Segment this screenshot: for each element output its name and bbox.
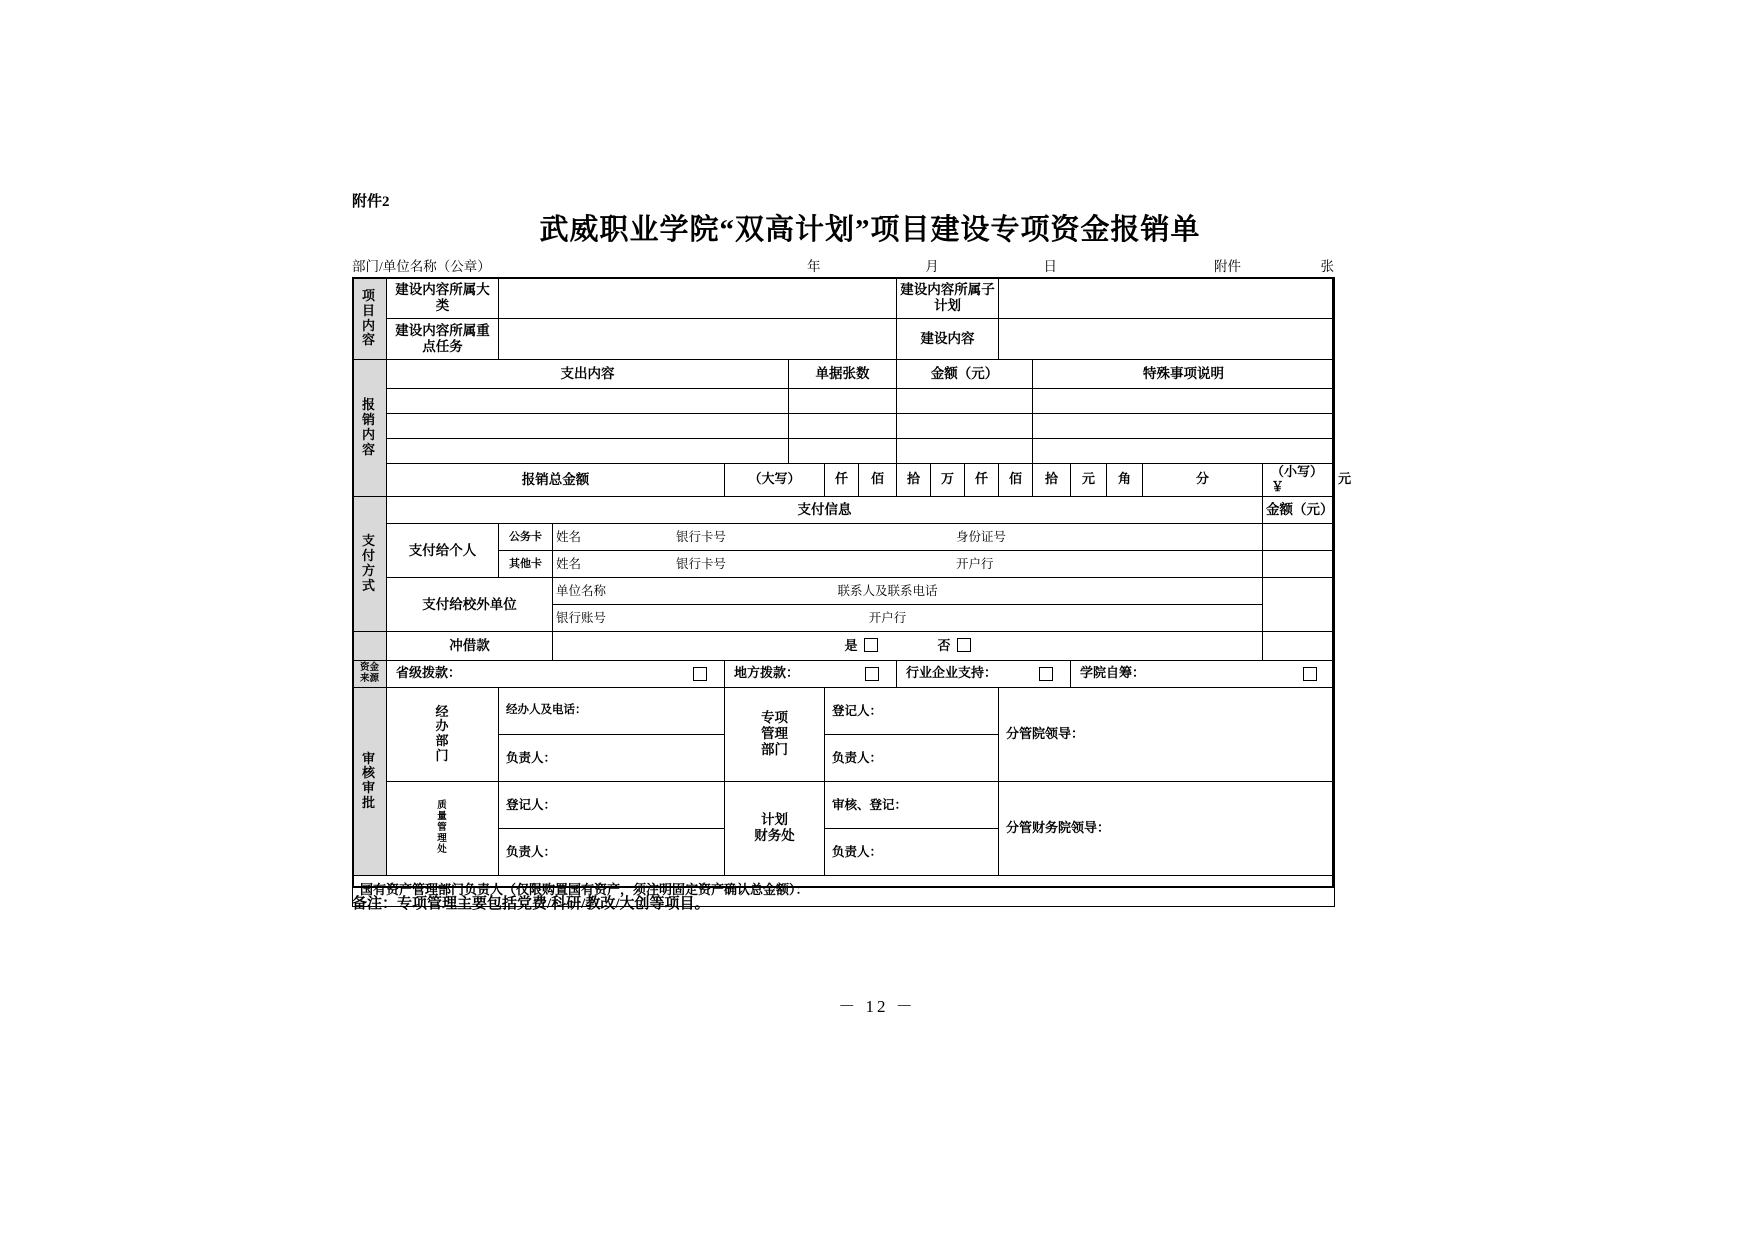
label-dept-head: 负责人： [506, 844, 557, 859]
label-handling-dept: 经 办 部 门 [387, 687, 499, 781]
label-other-card: 其他卡 [499, 550, 553, 577]
section-label-approval: 审 核 审 批 [353, 687, 387, 875]
label-bank-card-number: 银行卡号 [676, 529, 727, 544]
row-other-card-fields[interactable] [553, 550, 1263, 577]
section-label-project-content: 项 目 内 容 [353, 278, 387, 360]
table-row [353, 389, 1335, 414]
label-finance-dept: 计划 财务处 [725, 781, 825, 875]
unit-fen: 分 [1143, 464, 1263, 497]
label-official-card: 公务卡 [499, 523, 553, 550]
cell-special-remark[interactable] [1033, 414, 1335, 439]
offset-loan-yes[interactable]: 是 [844, 638, 877, 654]
column-header-special-remark: 特殊事项说明 [1033, 360, 1335, 389]
spacer-cell [353, 631, 387, 660]
cell-expense-content[interactable] [387, 414, 789, 439]
cell-expense-content[interactable] [387, 439, 789, 464]
table-row [353, 577, 1335, 604]
value-build-subplan[interactable] [999, 278, 1335, 319]
unit-jiao: 角 [1107, 464, 1143, 497]
label-handler-phone: 经办人及电话： [506, 703, 587, 716]
label-branch-leader: 分管院领导： [1006, 725, 1085, 741]
label-offset-loan: 冲借款 [387, 631, 553, 660]
field-handler-and-phone[interactable] [499, 687, 725, 734]
cell-amount[interactable] [897, 439, 1033, 464]
department-name-label: 部门/单位名称（公章） [352, 259, 491, 274]
checkbox-offset-loan-no[interactable] [957, 638, 971, 652]
table-row [353, 414, 1335, 439]
label-quality-mgmt-dept: 质 量 管 理 处 [387, 781, 499, 875]
table-row [353, 660, 1335, 687]
table-row [353, 687, 1335, 734]
unit-bai-2: 佰 [999, 464, 1033, 497]
label-contact-person-phone: 联系人及联系电话 [837, 583, 938, 598]
value-official-card-amount[interactable] [1263, 523, 1335, 550]
value-other-card-amount[interactable] [1263, 550, 1335, 577]
unit-shi-1: 拾 [897, 464, 931, 497]
day-label: 日 [1043, 259, 1057, 274]
unit-bai-1: 佰 [859, 464, 897, 497]
value-build-key-task[interactable] [499, 319, 897, 360]
section-label-payment-method: 支 付 方 式 [353, 496, 387, 631]
checkbox-college-self-funding[interactable] [1303, 667, 1317, 681]
label-dept-head: 负责人： [832, 844, 883, 859]
label-special-mgmt-dept: 专项 管理 部门 [725, 687, 825, 781]
label-id-number: 身份证号 [956, 529, 1007, 544]
table-row [353, 523, 1335, 550]
label-review-register: 审核、登记： [832, 797, 908, 812]
label-bank-branch: 开户行 [956, 556, 994, 571]
field-handling-dept-head[interactable] [499, 734, 725, 781]
page-number: － 12 － [838, 997, 916, 1016]
table-row [353, 439, 1335, 464]
label-college-self-funding: 学院自筹： [1080, 665, 1146, 681]
label-industry-support: 行业企业支持： [906, 665, 998, 681]
fund-source-provincial[interactable] [387, 660, 725, 687]
label-registrar: 登记人： [506, 797, 557, 812]
section-label-reimburse-content: 报 销 内 容 [353, 360, 387, 497]
field-special-dept-head[interactable] [825, 734, 999, 781]
offset-loan-no[interactable]: 否 [938, 638, 971, 654]
label-amount-uppercase: （大写） [725, 464, 825, 497]
table-row [353, 550, 1335, 577]
label-total-amount: 报销总金额 [387, 464, 725, 497]
row-external-unit-line1[interactable] [553, 577, 1263, 604]
cell-receipt-count[interactable] [789, 389, 897, 414]
label-bank-account: 银行账号 [556, 610, 607, 625]
checkbox-industry-support[interactable] [1039, 667, 1053, 681]
attachment-label: 附件 [1214, 259, 1241, 274]
label-state-asset-manager: 国有资产管理部门负责人（仅限购置国有资产，须注明固定资产确认总金额）： [360, 882, 809, 898]
label-local-funding: 地方拨款： [734, 665, 800, 681]
table-row: 报销总金额 （大写） 仟 佰 拾 万 仟 佰 拾 元 角 分 （小写）￥ 元 [353, 464, 1335, 497]
label-build-key-task: 建设内容所属重点任务 [387, 319, 499, 360]
label-finance-leader: 分管财务院领导： [1006, 819, 1111, 835]
unit-wan: 万 [931, 464, 965, 497]
label-name: 姓名 [556, 556, 582, 571]
attachment-count-field [1214, 255, 1334, 275]
table-row [353, 496, 1335, 523]
checkbox-offset-loan-yes[interactable] [864, 638, 878, 652]
year-label: 年 [807, 259, 821, 274]
attachment-unit: 张 [1320, 259, 1334, 274]
cell-expense-content[interactable] [387, 389, 789, 414]
cell-special-remark[interactable] [1033, 439, 1335, 464]
value-external-unit-amount[interactable] [1263, 577, 1335, 631]
table-row [353, 631, 1335, 660]
field-quality-registrar[interactable] [499, 781, 725, 828]
payment-amount-header: 金额（元） [1263, 496, 1335, 523]
reimbursement-form-table [352, 277, 1352, 907]
attachment-tag: 附件2 [352, 194, 390, 210]
label-unit-name: 单位名称 [556, 583, 607, 598]
fund-source-college[interactable] [1071, 660, 1335, 687]
field-finance-dept-head[interactable] [825, 828, 999, 875]
row-official-card-fields[interactable] [553, 523, 1263, 550]
field-finance-review-register[interactable] [825, 781, 999, 828]
label-name: 姓名 [556, 529, 582, 544]
table-row [353, 781, 1335, 828]
checkbox-provincial-funding[interactable] [693, 667, 707, 681]
field-branch-leader[interactable] [999, 687, 1335, 781]
unit-qian-2: 仟 [965, 464, 999, 497]
cell-special-remark[interactable] [1033, 389, 1335, 414]
payment-info-header: 支付信息 [387, 496, 1263, 523]
cell-amount[interactable] [897, 389, 1033, 414]
unit-qian-1: 仟 [825, 464, 859, 497]
footer-note: 备注：专项管理主要包括党费/科研/教改/大创等项目。 [352, 896, 710, 912]
checkbox-local-funding[interactable] [865, 667, 879, 681]
label-amount-lowercase[interactable]: （小写）￥ [1263, 464, 1335, 497]
label-pay-to-external-unit: 支付给校外单位 [387, 577, 553, 631]
label-dept-head: 负责人： [832, 750, 883, 765]
column-header-expense-content: 支出内容 [387, 360, 789, 389]
label-build-subplan: 建设内容所属子计划 [897, 278, 999, 319]
label-build-category: 建设内容所属大类 [387, 278, 499, 319]
label-build-content: 建设内容 [897, 319, 999, 360]
cell-amount[interactable] [897, 414, 1033, 439]
label-bank-card-number: 银行卡号 [676, 556, 727, 571]
unit-shi-2: 拾 [1033, 464, 1071, 497]
fund-source-local[interactable] [725, 660, 897, 687]
page-title: 武威职业学院“双高计划”项目建设专项资金报销单 [539, 214, 1201, 246]
date-fields [807, 255, 1057, 275]
row-external-unit-line2[interactable] [553, 604, 1263, 631]
field-finance-leader[interactable] [999, 781, 1335, 875]
cell-receipt-count[interactable] [789, 439, 897, 464]
column-header-receipt-count: 单据张数 [789, 360, 897, 389]
field-special-registrar[interactable] [825, 687, 999, 734]
table-row [353, 360, 1335, 389]
label-bank-branch: 开户行 [868, 610, 907, 625]
value-build-content[interactable] [999, 319, 1335, 360]
value-offset-loan-amount[interactable] [1263, 631, 1335, 660]
value-build-category[interactable] [499, 278, 897, 319]
column-header-amount: 金额（元） [897, 360, 1033, 389]
label-provincial-funding: 省级拨款： [396, 665, 462, 681]
form-subheader [352, 255, 1334, 275]
month-label: 月 [925, 259, 939, 274]
section-label-fund-source: 资金 来源 [353, 660, 387, 687]
table-row [353, 319, 1335, 360]
label-registrar: 登记人： [832, 703, 883, 718]
label-dept-head: 负责人： [506, 750, 557, 765]
label-pay-to-person: 支付给个人 [387, 523, 499, 577]
field-quality-dept-head[interactable] [499, 828, 725, 875]
offset-loan-options[interactable] [553, 631, 1263, 660]
cell-receipt-count[interactable] [789, 414, 897, 439]
table-row [353, 278, 1335, 319]
fund-source-industry[interactable] [897, 660, 1071, 687]
unit-yuan: 元 [1071, 464, 1107, 497]
